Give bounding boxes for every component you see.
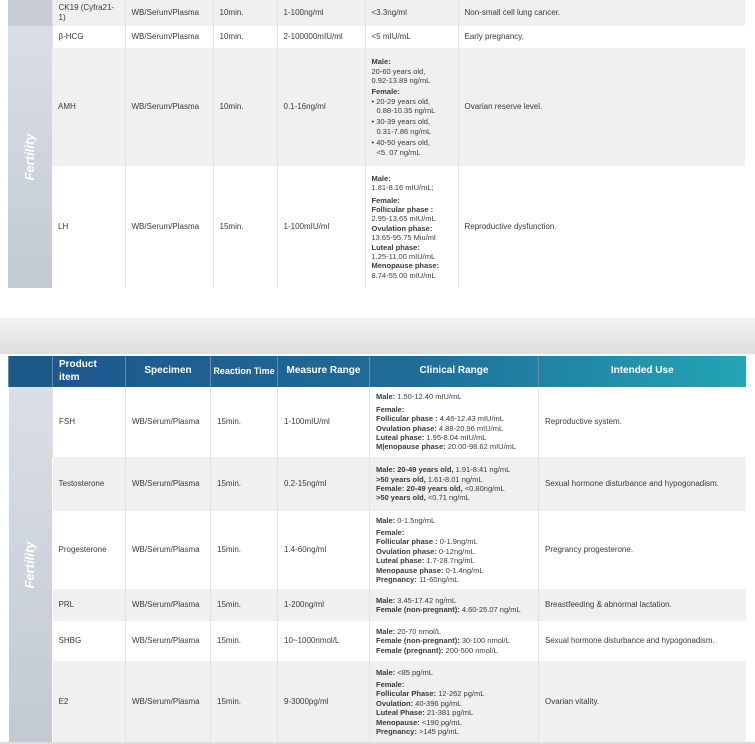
product-item: CK19 (Cyfra21-1) bbox=[52, 0, 125, 26]
table-header-row bbox=[9, 356, 746, 387]
phase-value: 11-60ng/mL bbox=[416, 574, 459, 584]
specimen: WB/Serum/Plasma bbox=[125, 0, 213, 26]
product-item: E2 bbox=[53, 661, 126, 743]
clinical-line bbox=[376, 727, 532, 736]
clinical-line bbox=[376, 689, 532, 698]
reaction-time: 15min. bbox=[211, 661, 278, 743]
male-label: Male: bbox=[371, 57, 391, 67]
table-row bbox=[9, 621, 746, 661]
line-label: Male: bbox=[376, 595, 396, 605]
bottom-table-section bbox=[8, 356, 745, 743]
top-table bbox=[8, 0, 745, 288]
line-value: 1.91-8.41 ng/mL bbox=[453, 465, 511, 475]
reaction-time: 10min. bbox=[213, 48, 277, 166]
phase-value: 1.25-11.00 mIU/mL bbox=[371, 251, 436, 261]
product-item: Progesterone bbox=[53, 511, 126, 589]
clinical-line: 20-60 years old, bbox=[371, 66, 426, 76]
clinical-line bbox=[376, 392, 532, 401]
phase-label: Ovulation phase: bbox=[376, 423, 437, 433]
line-value: 200-500 nmol/L bbox=[443, 645, 498, 655]
intended-use: Early pregnancy. bbox=[458, 26, 745, 48]
section-divider bbox=[0, 318, 755, 354]
header-product-item: Product item bbox=[53, 356, 126, 387]
clinical-range bbox=[370, 621, 539, 661]
clinical-line bbox=[376, 484, 532, 493]
male-value: 1.50-12.40 mIU/mL bbox=[395, 392, 462, 402]
clinical-line: 1.81-8.16 mIU/mL; bbox=[371, 183, 434, 193]
specimen: WB/Serum/Plasma bbox=[125, 26, 213, 48]
line-value: 4.60-25.07 ng/mL bbox=[459, 605, 521, 614]
line-value: 1.61-8.01 ng/mL bbox=[425, 474, 483, 484]
line-label: >50 years old, bbox=[376, 493, 426, 503]
reaction-time: 15min. bbox=[211, 589, 278, 621]
clinical-line: <5. 07 ng/mL bbox=[376, 147, 421, 157]
header-measure-range: Measure Range bbox=[278, 356, 370, 387]
phase-label: Menopause phase: bbox=[371, 261, 440, 271]
clinical-range bbox=[365, 166, 458, 288]
specimen: WB/Serum/Plasma bbox=[126, 621, 211, 661]
clinical-line bbox=[376, 699, 532, 708]
intended-use: Ovarian vitality. bbox=[539, 661, 746, 743]
line-label: Male: bbox=[376, 626, 396, 636]
phase-value: 4.88-20.96 mIU/mL bbox=[436, 423, 504, 433]
bottom-table bbox=[8, 356, 746, 743]
intended-use: Reproductive dysfunction. bbox=[458, 166, 745, 288]
reaction-time: 15min. bbox=[211, 387, 278, 457]
clinical-range bbox=[370, 661, 539, 743]
intended-use: Non-small cell lung cancer. bbox=[458, 0, 745, 26]
category-band-prev bbox=[8, 0, 52, 26]
male-value: 0-1.5ng/mL bbox=[395, 515, 436, 525]
phase-label: Follicular phase : bbox=[376, 414, 438, 424]
specimen: WB/Serum/Plasma bbox=[126, 511, 211, 589]
category-band bbox=[9, 387, 53, 743]
clinical-line bbox=[376, 516, 532, 525]
specimen: WB/Serum/Plasma bbox=[126, 457, 211, 511]
line-label: Female (pregnant): bbox=[376, 645, 444, 655]
phase-label: Menopause: bbox=[376, 717, 420, 727]
table-row bbox=[9, 589, 746, 621]
header-reaction-time: Reaction Time bbox=[211, 356, 278, 387]
female-label: Female: bbox=[376, 528, 405, 538]
clinical-line bbox=[376, 442, 532, 451]
clinical-line bbox=[376, 414, 532, 423]
reaction-time: 15min. bbox=[211, 457, 278, 511]
phase-label: Luteal Phase: bbox=[376, 708, 425, 718]
measure-range: 10~1000nmol/L bbox=[278, 621, 370, 661]
phase-value: 0-1.4ng/mL bbox=[443, 565, 484, 575]
clinical-line bbox=[376, 605, 532, 614]
clinical-range bbox=[370, 457, 539, 511]
phase-label: Menopause phase: bbox=[376, 565, 444, 575]
table-row bbox=[9, 457, 746, 511]
clinical-range: <3.3ng/ml bbox=[365, 0, 458, 26]
phase-value: 8.74-55.00 mIU/mL bbox=[371, 270, 436, 280]
clinical-line: • 30-39 years old, bbox=[371, 117, 430, 127]
phase-value: >145 pg/mL bbox=[416, 726, 459, 736]
line-label: Female (non-pregnant): bbox=[376, 636, 460, 646]
phase-value: 4.46-12.43 mIU/mL bbox=[437, 414, 504, 424]
line-label: >50 years old, bbox=[376, 474, 426, 484]
phase-value: 1.7-28.7ng/mL bbox=[424, 556, 475, 566]
phase-value: 2.95-13.65 mIU/mL bbox=[371, 214, 436, 224]
clinical-line bbox=[376, 627, 532, 636]
reaction-time: 15min. bbox=[213, 166, 277, 288]
measure-range: 1-200ng/ml bbox=[278, 589, 370, 621]
clinical-range bbox=[370, 511, 539, 589]
measure-range: 9-3000pg/ml bbox=[278, 661, 370, 743]
intended-use: Sexual hormone disturbance and hypogonadism. bbox=[539, 621, 746, 661]
line-value: 3.45-17.42 ng/mL bbox=[395, 595, 457, 605]
category-label: Fertility bbox=[21, 133, 37, 181]
clinical-line bbox=[376, 465, 532, 474]
product-item: SHBG bbox=[53, 621, 126, 661]
clinical-line bbox=[376, 537, 532, 546]
clinical-line bbox=[376, 493, 532, 502]
phase-label: Ovulation phase: bbox=[371, 223, 433, 233]
phase-value: 0-1.9ng/mL bbox=[437, 537, 478, 547]
male-label: Male: bbox=[371, 173, 391, 183]
header-clinical-range: Clinical Range bbox=[370, 356, 539, 387]
clinical-range: <5 mIU/mL bbox=[365, 26, 458, 48]
female-label: Female: bbox=[376, 404, 405, 414]
phase-label: Follicular phase : bbox=[376, 537, 438, 547]
clinical-line bbox=[376, 708, 532, 717]
line-label: Male: 20-49 years old, bbox=[376, 465, 454, 475]
clinical-line: • 20-29 years old, bbox=[371, 96, 430, 106]
phase-label: Luteal phase: bbox=[371, 242, 420, 252]
phase-label: Follicular phase : bbox=[371, 205, 434, 215]
phase-label: Luteal phase: bbox=[376, 432, 425, 442]
clinical-line: 0.88-10.35 ng/mL bbox=[376, 106, 436, 115]
table-row bbox=[9, 661, 746, 743]
category-band bbox=[8, 26, 52, 288]
clinical-range bbox=[365, 48, 458, 166]
intended-use: Breastfeeding & abnormal lactation. bbox=[539, 589, 746, 621]
clinical-line bbox=[376, 718, 532, 727]
female-label: Female: bbox=[371, 87, 400, 97]
specimen: WB/Serum/Plasma bbox=[126, 387, 211, 457]
clinical-line bbox=[376, 575, 532, 584]
intended-use: Ovarian reserve level. bbox=[458, 48, 745, 166]
table-row bbox=[8, 26, 745, 48]
phase-value: 12-262 pg/mL bbox=[436, 689, 485, 699]
specimen: WB/Serum/Plasma bbox=[125, 166, 213, 288]
clinical-line bbox=[376, 547, 532, 556]
measure-range: 0.1-16ng/ml bbox=[277, 48, 365, 166]
phase-label: Ovulation phase: bbox=[376, 546, 437, 556]
specimen: WB/Serum/Plasma bbox=[126, 661, 211, 743]
phase-value: 20.00-98.62 mIU/mL bbox=[445, 442, 517, 452]
clinical-line bbox=[376, 433, 532, 442]
reaction-time: 15min. bbox=[211, 621, 278, 661]
male-label: Male: bbox=[376, 667, 396, 677]
clinical-range bbox=[370, 589, 539, 621]
measure-range: 2-100000mIU/ml bbox=[277, 26, 365, 48]
line-value: <0.80ng/mL bbox=[462, 484, 505, 493]
phase-value: 1.95-8.04 mIU/mL bbox=[424, 432, 487, 442]
phase-value: 0-12ng/mL bbox=[436, 546, 475, 556]
clinical-line bbox=[376, 596, 532, 605]
phase-label: Follicular Phase: bbox=[376, 689, 437, 699]
clinical-line: • 40-50 years old, bbox=[371, 138, 430, 148]
line-value: 30-100 nmol/L bbox=[459, 636, 510, 646]
product-item: AMH bbox=[52, 48, 125, 166]
clinical-line: 0.31-7.86 ng/mL bbox=[376, 126, 432, 136]
table-row bbox=[8, 48, 745, 166]
header-intended-use: Intended Use bbox=[539, 356, 746, 387]
table-row bbox=[9, 511, 746, 589]
phase-label: Pregnancy: bbox=[376, 574, 417, 584]
product-item: β-HCG bbox=[52, 26, 125, 48]
header-band bbox=[9, 356, 53, 387]
product-item: LH bbox=[52, 166, 125, 288]
clinical-range bbox=[370, 387, 539, 457]
product-item: Testosterone bbox=[53, 457, 126, 511]
measure-range: 1.4-60ng/ml bbox=[278, 511, 370, 589]
intended-use: Reproductive system. bbox=[539, 387, 746, 457]
table-row bbox=[9, 387, 746, 457]
specimen: WB/Serum/Plasma bbox=[126, 589, 211, 621]
reaction-time: 15min. bbox=[211, 511, 278, 589]
specimen: WB/Serum/Plasma bbox=[125, 48, 213, 166]
female-label: Female: bbox=[371, 195, 400, 205]
category-label: Fertility bbox=[22, 541, 38, 589]
header-specimen: Specimen bbox=[126, 356, 211, 387]
table-row bbox=[8, 0, 745, 26]
male-value: <85 pg/mL bbox=[395, 667, 433, 677]
phase-value: 40-396 pg/mL bbox=[413, 698, 462, 708]
line-label: Female (non-pregnant): bbox=[376, 605, 460, 614]
line-label: Female: 20-49 years old, bbox=[376, 484, 463, 493]
phase-value: <190 pg/mL bbox=[419, 717, 462, 727]
clinical-line bbox=[376, 475, 532, 484]
measure-range: 1-100ng/ml bbox=[277, 0, 365, 26]
intended-use: Sexual hormone disturbance and hypogonadism. bbox=[539, 457, 746, 511]
clinical-line bbox=[376, 646, 532, 655]
clinical-line bbox=[376, 424, 532, 433]
measure-range: 0.2-15ng/ml bbox=[278, 457, 370, 511]
male-label: Male: bbox=[376, 515, 396, 525]
phase-value: 21-381 pg/mL bbox=[424, 708, 474, 718]
measure-range: 1-100mIU/ml bbox=[278, 387, 370, 457]
product-item: FSH bbox=[53, 387, 126, 457]
clinical-line bbox=[376, 566, 532, 575]
phase-label: M|enopause phase: bbox=[376, 442, 446, 452]
reaction-time: 10min. bbox=[213, 0, 277, 26]
intended-use: Pregrancy progesterone. bbox=[539, 511, 746, 589]
phase-label: Ovulation: bbox=[376, 698, 414, 708]
clinical-line bbox=[376, 556, 532, 565]
clinical-line bbox=[376, 668, 532, 677]
line-value: <0.71 ng/mL bbox=[425, 493, 470, 503]
table-row bbox=[8, 166, 745, 288]
top-table-section bbox=[8, 0, 745, 288]
measure-range: 1-100mIU/ml bbox=[277, 166, 365, 288]
product-item: PRL bbox=[53, 589, 126, 621]
female-label: Female: bbox=[376, 680, 405, 690]
clinical-line bbox=[376, 636, 532, 645]
phase-label: Pregnancy: bbox=[376, 726, 417, 736]
phase-value: 13.65-95.75 Miu/ml bbox=[371, 233, 436, 243]
phase-label: Luteal phase: bbox=[376, 556, 425, 566]
reaction-time: 10min. bbox=[213, 26, 277, 48]
clinical-line: 0.92-13.89 ng/mL bbox=[371, 75, 431, 85]
male-label: Male: bbox=[376, 392, 396, 402]
line-value: 20-70 nmol/L bbox=[395, 626, 442, 636]
